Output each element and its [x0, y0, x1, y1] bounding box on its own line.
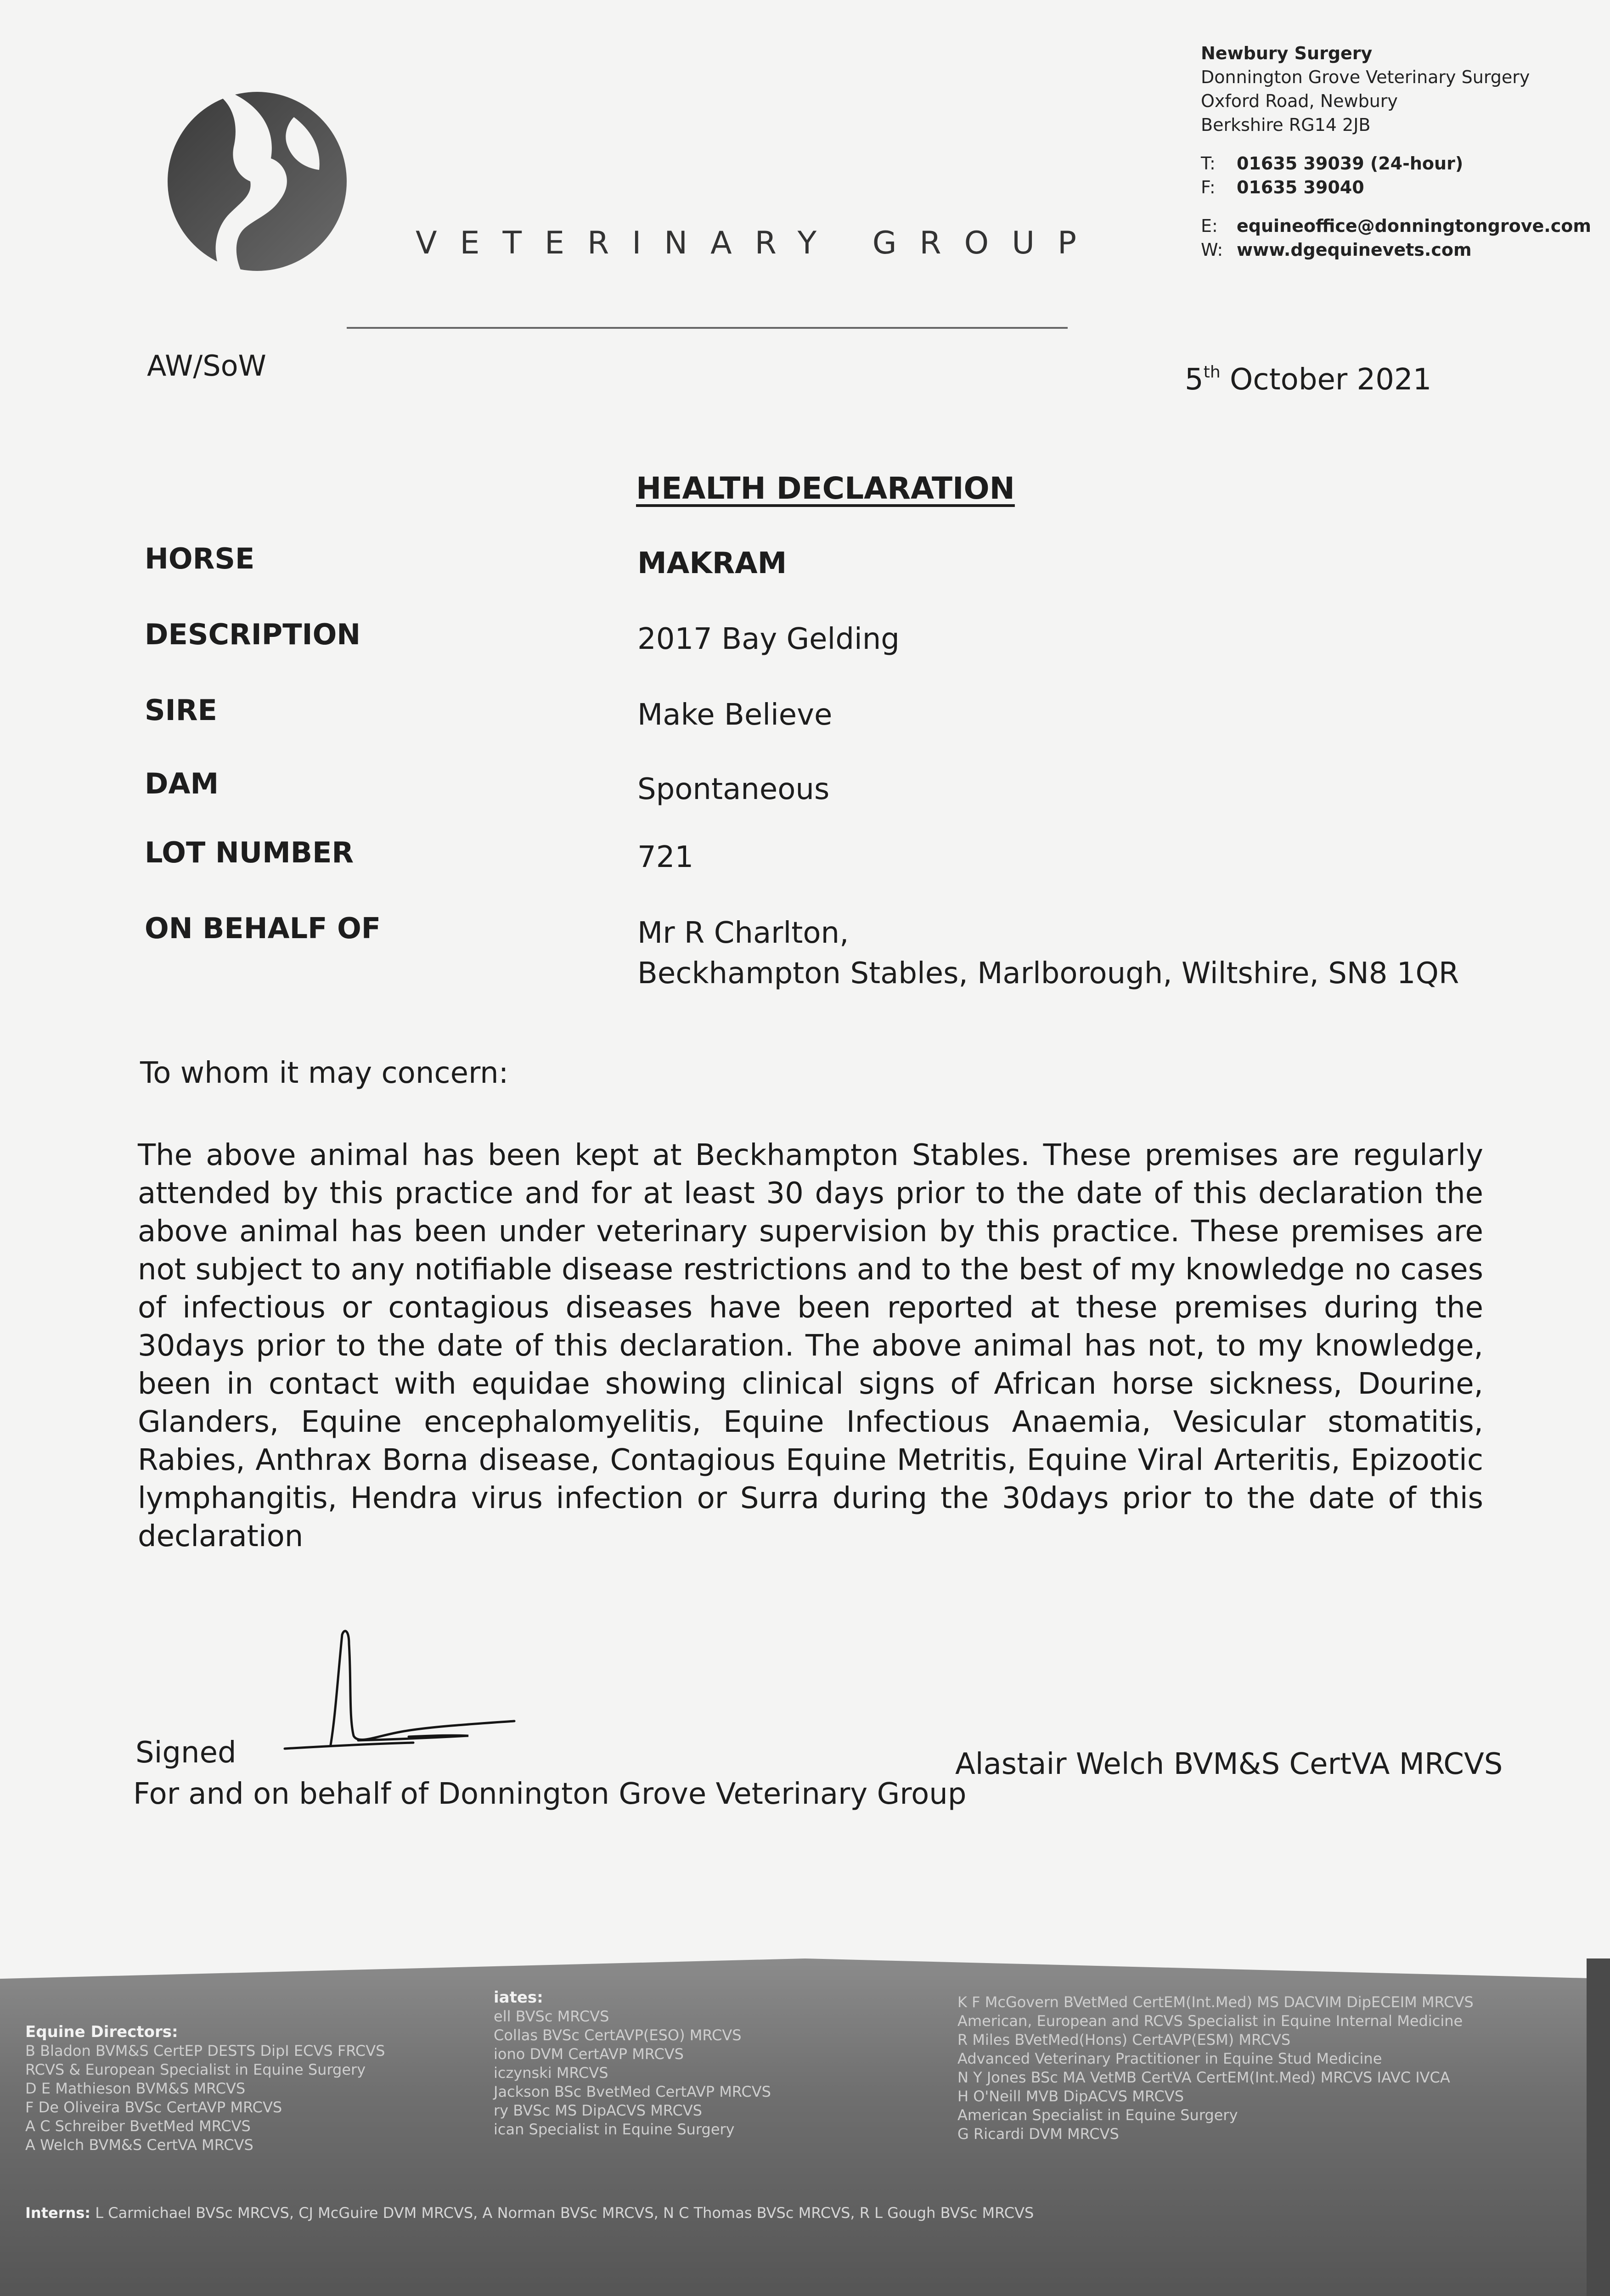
associate-line: iczynski MRCVS: [494, 2064, 608, 2082]
footer-edge: [1587, 1958, 1610, 2296]
field-value-lot-number: 721: [637, 840, 694, 874]
footer-specialists: [957, 1993, 1474, 2144]
field-label-lot-number: LOT NUMBER: [145, 836, 354, 869]
address-line: Berkshire RG14 2JB: [1201, 115, 1371, 135]
email-line: E: equineoffice@donningtongrove.com: [1201, 216, 1591, 236]
field-value-description: 2017 Bay Gelding: [637, 622, 900, 656]
director-line: B Bladon BVM&S CertEP DESTS DipI ECVS FRCVS: [25, 2042, 385, 2060]
salutation: To whom it may concern:: [140, 1056, 509, 1090]
associate-line: ican Specialist in Equine Surgery: [494, 2121, 735, 2138]
directors-heading: Equine Directors:: [25, 2023, 178, 2041]
phone-number: 01635 39039 (24-hour): [1237, 153, 1464, 174]
fax-number: 01635 39040: [1237, 177, 1364, 197]
director-line: RCVS & European Specialist in Equine Surgery: [25, 2061, 366, 2078]
header-divider: [347, 327, 1068, 329]
web-line: W: www.dgequinevets.com: [1201, 240, 1472, 260]
specialist-line: American, European and RCVS Specialist in Equine Internal Medicine: [957, 2012, 1463, 2030]
signatory-name: Alastair Welch BVM&S CertVA MRCVS: [955, 1747, 1503, 1781]
associate-line: ry BVSc MS DipACVS MRCVS: [494, 2102, 702, 2119]
director-line: F De Oliveira BVSc CertAVP MRCVS: [25, 2099, 282, 2116]
signed-label: Signed: [135, 1736, 236, 1770]
field-value-sire: Make Believe: [637, 698, 833, 732]
specialist-line: American Specialist in Equine Surgery: [957, 2106, 1238, 2124]
field-label-description: DESCRIPTION: [145, 618, 361, 651]
specialist-line: N Y Jones BSc MA VetMB CertVA CertEM(Int.Med) MRCVS IAVC IVCA: [957, 2069, 1450, 2086]
associates-heading: iates:: [494, 1988, 543, 2007]
field-value-horse: MAKRAM: [637, 546, 787, 580]
footer-associates: [494, 1988, 771, 2139]
director-line: D E Mathieson BVM&S MRCVS: [25, 2080, 246, 2097]
field-label-on-behalf-of: ON BEHALF OF: [145, 912, 381, 945]
specialist-line: G Ricardi DVM MRCVS: [957, 2125, 1119, 2143]
group-name: VETERINARY GROUP: [416, 225, 1099, 261]
veterinary-group-logo: [165, 90, 349, 273]
associate-line: ell BVSc MRCVS: [494, 2008, 609, 2025]
handwritten-signature: [276, 1626, 533, 1763]
phone-line: T: 01635 39039 (24-hour): [1201, 153, 1464, 174]
field-value-owner: Mr R Charlton,: [637, 916, 849, 950]
interns-list: L Carmichael BVSc MRCVS, CJ McGuire DVM MRCVS, A Norman BVSc MRCVS, N C Thomas BVSc MRCVS, R L Gough BVSc MRCVS: [90, 2204, 1034, 2222]
practice-contact-block: [1201, 41, 1591, 262]
email-address[interactable]: equineoffice@donningtongrove.com: [1237, 216, 1591, 236]
field-value-dam: Spontaneous: [637, 772, 830, 806]
director-line: A C Schreiber BvetMed MRCVS: [25, 2117, 251, 2135]
document-title: HEALTH DECLARATION: [636, 471, 1015, 506]
letter-date: 5th October 2021: [1185, 363, 1432, 397]
address-line: Donnington Grove Veterinary Surgery: [1201, 67, 1530, 87]
website-link[interactable]: www.dgequinevets.com: [1237, 240, 1472, 260]
footer-interns: [25, 2204, 1034, 2222]
address-line: Oxford Road, Newbury: [1201, 91, 1398, 111]
declaration-body: The above animal has been kept at Beckhampton Stables. These premises are regularly attended by this practice and for at least 30 days prior to the date of this declaration the above animal has been under veterinary supervision by this practice. These premises are not subject to any notifiable disease restrictions and to the best of my knowledge no cases of infectious or contagious diseases have been reported at these premises during the 30days prior to the date of this declaration. The above animal has not, to my knowledge, been in contact with equidae showing clinical signs of African horse sickness, Dourine, Glanders, Equine encephalomyelitis, Equine Infectious Anaemia, Vesicular stomatitis, Rabies, Anthrax Borna disease, Contagious Equine Metritis, Equine Viral Arteritis, Epizootic lymphangitis, Hendra virus infection or Surra during the 30days prior to the date of this declaration: [138, 1138, 1483, 1553]
associate-line: iono DVM CertAVP MRCVS: [494, 2045, 684, 2063]
field-value-owner-address: Beckhampton Stables, Marlborough, Wiltshire, SN8 1QR: [637, 957, 1459, 990]
specialist-line: Advanced Veterinary Practitioner in Equine Stud Medicine: [957, 2050, 1382, 2067]
field-label-horse: HORSE: [145, 542, 255, 575]
field-label-sire: SIRE: [145, 693, 217, 727]
associate-line: Jackson BSc BvetMed CertAVP MRCVS: [494, 2083, 771, 2100]
associate-line: Collas BVSc CertAVP(ESO) MRCVS: [494, 2026, 742, 2044]
specialist-line: H O'Neill MVB DipACVS MRCVS: [957, 2088, 1184, 2105]
on-behalf-line: For and on behalf of Donnington Grove Veterinary Group: [133, 1777, 967, 1811]
field-label-dam: DAM: [145, 767, 219, 800]
director-line: A Welch BVM&S CertVA MRCVS: [25, 2136, 253, 2154]
practice-name: Newbury Surgery: [1201, 43, 1373, 63]
specialist-line: K F McGovern BVetMed CertEM(Int.Med) MS DACVIM DipECEIM MRCVS: [957, 1993, 1474, 2011]
specialist-line: R Miles BVetMed(Hons) CertAVP(ESM) MRCVS: [957, 2031, 1291, 2048]
interns-heading: Interns:: [25, 2204, 91, 2222]
fax-line: F: 01635 39040: [1201, 177, 1364, 197]
footer-directors: [25, 2023, 385, 2155]
reference-code: AW/SoW: [147, 349, 266, 383]
